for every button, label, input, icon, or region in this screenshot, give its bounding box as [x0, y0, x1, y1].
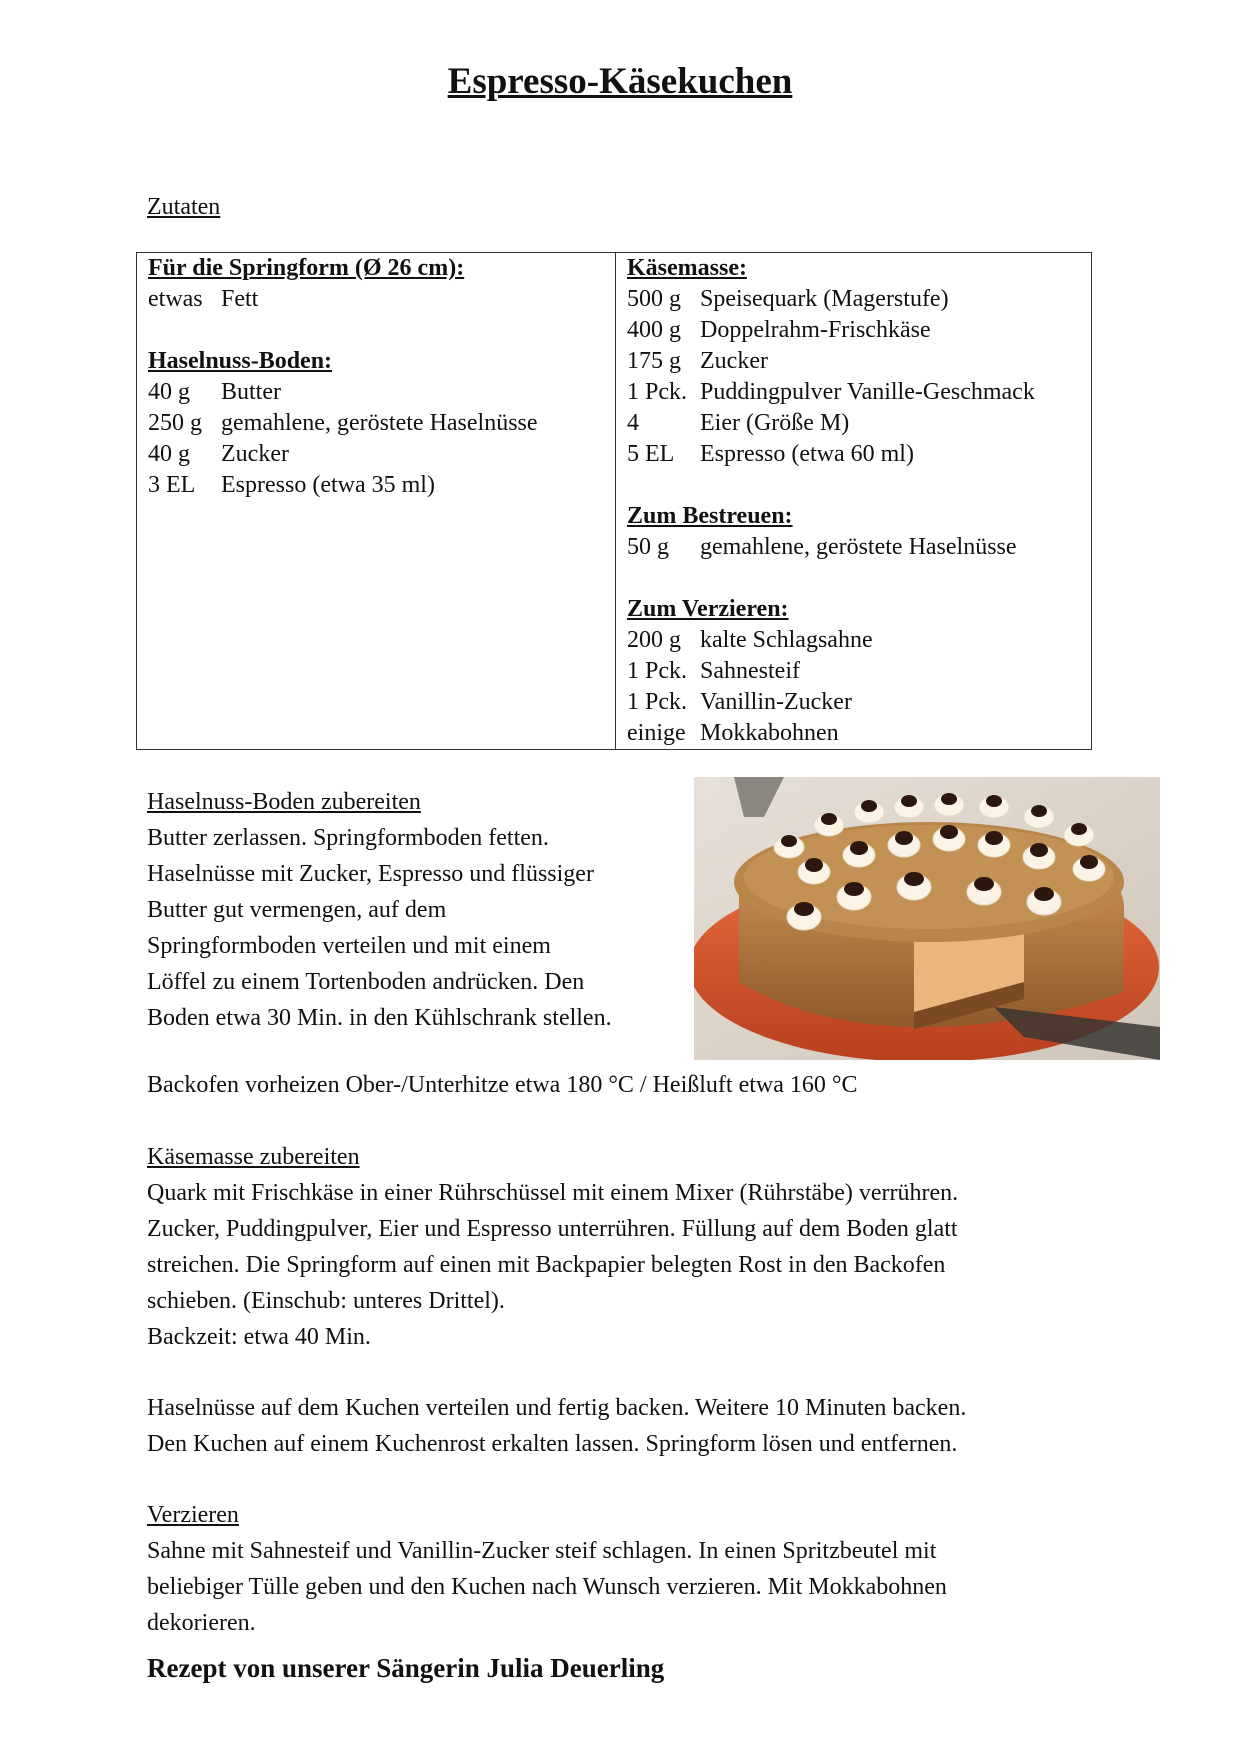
ingredient-row [627, 656, 1081, 687]
step-line: Den Kuchen auf einem Kuchenrost erkalten lassen. Springform lösen und entfernen. [147, 1431, 958, 1457]
step-line: Butter zerlassen. Springformboden fetten. [147, 825, 549, 851]
step-line: Haselnüsse auf dem Kuchen verteilen und fertig backen. Weitere 10 Minuten backen. [147, 1395, 967, 1421]
ingredient-qty: 200 g [627, 627, 681, 653]
ingredients-table [136, 252, 1092, 750]
step-line: Haselnüsse mit Zucker, Espresso und flüssiger [147, 861, 594, 887]
ingredient-qty: 1 Pck. [627, 658, 687, 684]
ingredient-name: Vanillin-Zucker [700, 689, 852, 715]
step-line: beliebiger Tülle geben und den Kuchen nach Wunsch verzieren. Mit Mokkabohnen [147, 1574, 947, 1600]
ingredient-name: Mokkabohnen [700, 720, 839, 746]
ingredient-name: Eier (Größe M) [700, 410, 850, 436]
ingredient-name: Fett [221, 286, 259, 312]
springform-heading: Für die Springform (Ø 26 cm): [148, 255, 465, 281]
ingredient-qty: einige [627, 720, 686, 746]
ingredient-name: gemahlene, geröstete Haselnüsse [221, 410, 538, 436]
ingredients-left-column [137, 253, 616, 750]
kaesemasse-heading: Käsemasse: [627, 255, 747, 281]
kaesemasse-steps [147, 1139, 958, 1355]
recipe-title: Espresso-Käsekuchen [447, 61, 793, 102]
ingredient-name: Butter [221, 379, 281, 405]
ingredient-qty: 5 EL [627, 441, 675, 467]
step-line: dekorieren. [147, 1610, 256, 1636]
ingredient-name: Puddingpulver Vanille-Geschmack [700, 379, 1035, 405]
ingredient-row [627, 315, 1081, 346]
step-line: Quark mit Frischkäse in einer Rührschüssel mit einem Mixer (Rührstäbe) verrühren. [147, 1180, 959, 1206]
ingredient-qty: 4 [627, 410, 639, 436]
ingredient-name: Zucker [221, 441, 289, 467]
ingredient-name: kalte Schlagsahne [700, 627, 873, 653]
verzieren-heading: Zum Verzieren: [627, 596, 789, 622]
ingredient-row [148, 470, 605, 501]
ingredient-row [148, 377, 605, 408]
ingredient-name: Espresso (etwa 60 ml) [700, 441, 914, 467]
ingredient-name: Speisequark (Magerstufe) [700, 286, 949, 312]
ingredient-qty: 3 EL [148, 472, 196, 498]
recipe-credit: Rezept von unserer Sängerin Julia Deuerling [147, 1653, 665, 1683]
step-line: Löffel zu einem Tortenboden andrücken. Den [147, 969, 585, 995]
ingredients-heading: Zutaten [147, 194, 221, 220]
step-line: Boden etwa 30 Min. in den Kühlschrank stellen. [147, 1005, 612, 1031]
step-line: schieben. (Einschub: unteres Drittel). [147, 1288, 505, 1314]
ingredient-name: Doppelrahm-Frischkäse [700, 317, 931, 343]
kaesemasse-steps-heading: Käsemasse zubereiten [147, 1144, 360, 1170]
ingredient-row [148, 408, 605, 439]
ingredient-row [627, 532, 1081, 563]
ingredient-qty: 1 Pck. [627, 379, 687, 405]
ingredient-row [627, 718, 1081, 749]
ingredient-row [627, 408, 1081, 439]
ingredient-qty: 1 Pck. [627, 689, 687, 715]
ingredient-row [627, 284, 1081, 315]
cake-photo [694, 777, 1160, 1060]
oven-instruction: Backofen vorheizen Ober-/Unterhitze etwa 180 °C / Heißluft etwa 160 °C [147, 1072, 858, 1098]
boden-heading: Haselnuss-Boden: [148, 348, 333, 374]
boden-steps-heading: Haselnuss-Boden zubereiten [147, 789, 421, 815]
ingredients-right-column [616, 253, 1092, 750]
ingredient-name: Sahnesteif [700, 658, 800, 684]
ingredient-name: Espresso (etwa 35 ml) [221, 472, 435, 498]
ingredient-row [627, 687, 1081, 718]
ingredient-qty: etwas [148, 286, 203, 312]
step-line: Springformboden verteilen und mit einem [147, 933, 551, 959]
ingredient-row [627, 377, 1081, 408]
boden-steps [147, 784, 612, 1036]
ingredient-row [627, 346, 1081, 377]
ingredient-qty: 175 g [627, 348, 681, 374]
ingredient-name: Zucker [700, 348, 768, 374]
verzieren-steps-heading: Verzieren [147, 1502, 239, 1528]
ingredient-qty: 40 g [148, 379, 190, 405]
ingredient-qty: 250 g [148, 410, 202, 436]
finish-steps [147, 1390, 966, 1462]
step-line: Butter gut vermengen, auf dem [147, 897, 447, 923]
step-line: Sahne mit Sahnesteif und Vanillin-Zucker steif schlagen. In einen Spritzbeutel mit [147, 1538, 937, 1564]
step-line: streichen. Die Springform auf einen mit Backpapier belegten Rost in den Backofen [147, 1252, 946, 1278]
ingredient-qty: 400 g [627, 317, 681, 343]
bestreuen-heading: Zum Bestreuen: [627, 503, 793, 529]
step-line: Backzeit: etwa 40 Min. [147, 1324, 371, 1350]
ingredient-qty: 50 g [627, 534, 669, 560]
step-line: Zucker, Puddingpulver, Eier und Espresso unterrühren. Füllung auf dem Boden glatt [147, 1216, 958, 1242]
ingredient-name: gemahlene, geröstete Haselnüsse [700, 534, 1017, 560]
ingredient-row [148, 284, 605, 315]
ingredient-row [627, 625, 1081, 656]
ingredient-row [148, 439, 605, 470]
ingredient-row [627, 439, 1081, 470]
ingredient-qty: 500 g [627, 286, 681, 312]
verzieren-steps [147, 1497, 947, 1641]
ingredient-qty: 40 g [148, 441, 190, 467]
